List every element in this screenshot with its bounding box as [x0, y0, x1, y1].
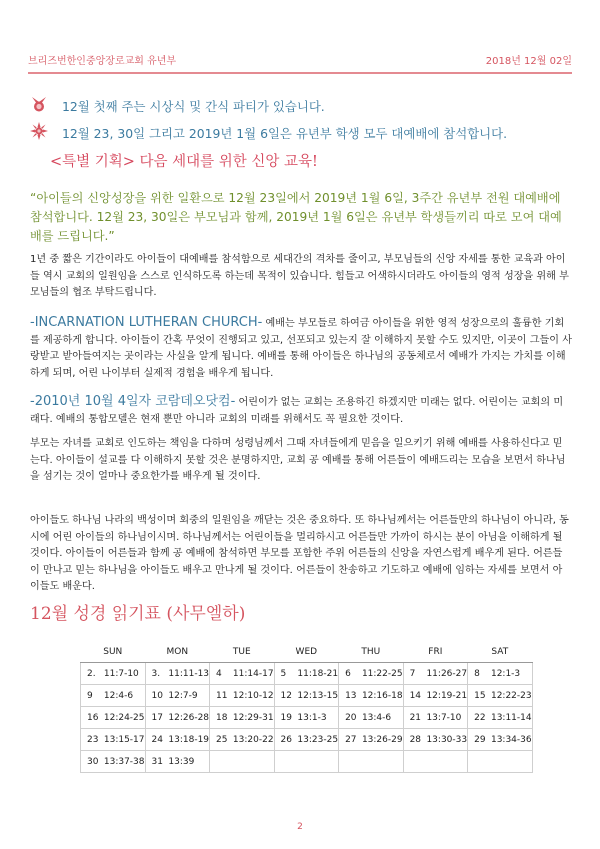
page-header: [28, 46, 572, 74]
day-number: 13: [345, 690, 357, 701]
bulletin-date: 2018년 12월 02일: [485, 56, 572, 67]
paragraph-coramdeo-body: 어린이가 없는 교회는 조용하긴 하겠지만 미래는 없다. 어린이는 교회의 미래다. 예배의 통합모델은 현재 뿐만 아니라 교회의 미래를 위해서도 꼭 필요한 것이다.: [30, 397, 564, 425]
day-header: THU: [339, 642, 404, 663]
calendar-day-cell: [210, 663, 275, 685]
reading-passage: 11:18-21: [297, 668, 339, 679]
paragraph-coramdeo: [30, 394, 572, 428]
paragraph-children: 아이들도 하나님 나라의 백성이며 회중의 일원임을 깨닫는 것은 중요하다. 또 하나님께서는 어른들만의 하나님이 아니라, 동시에 어린 아이들의 하나님이시며. 하나님께서는 어린이들을 멀리하시고 어른들만 가까이 하시는 분이 아님을 이해하게 될 것이다. 아이들이 어른들과 함께 공 예배에 참석하면 부모를 포함한 주위 어른들의 신앙을 자연스럽게 배우게 된다. 어른들이 만나고 믿는 하나님을 아이들도 배우고 만나게 될 것이다. 어른들이 찬송하고 기도하고 예배에 임하는 자세를 보면서 아이들도 배운다.: [30, 515, 569, 592]
source-lead-incarnation: -INCARNATION LUTHERAN CHURCH-: [30, 315, 263, 330]
paragraph-incarnation: [30, 315, 572, 382]
day-number: 18: [216, 712, 228, 723]
day-number: 22: [474, 712, 486, 723]
day-number: 2.: [87, 668, 96, 679]
reading-passage: 11:11-13: [168, 668, 210, 679]
calendar-day-cell: [403, 663, 468, 685]
day-number: 4: [216, 668, 222, 679]
calendar-day-cell: [274, 729, 339, 751]
calendar-day-cell: [339, 663, 404, 685]
day-number: 9: [87, 690, 93, 701]
calendar-day-cell: [145, 751, 210, 773]
calendar-day-cell: [145, 729, 210, 751]
page-number: 2: [297, 822, 303, 832]
reading-passage: 11:26-27: [426, 668, 468, 679]
calendar-day-cell: [81, 751, 146, 773]
day-header: FRI: [403, 642, 468, 663]
calendar-day-cell: [145, 663, 210, 685]
calendar-day-cell: [403, 751, 468, 773]
calendar-day-cell: [339, 751, 404, 773]
reading-passage: 13:37-38: [103, 756, 145, 767]
reading-passage: 12:26-28: [168, 712, 210, 723]
paragraph-incarnation-body: 예배는 부모들로 하여금 아이들을 위한 영적 성장으로의 훌륭한 기회를 제공하게 합니다. 아이들이 간혹 무엇이 진행되고 있고, 선포되고 있는지 잘 이해하지 못할 수도 있지만, 이곳이 그들이 사랑받고 받아들여지는 곳이라는 사실을 알게 됩니다. 예배를 통해 아이들은 하나님의 공동체로서 예배가 가지는 가치를 이해하게 되며, 어린 나이부터 실제적 경험을 배우게 됩니다.: [30, 318, 572, 379]
bible-reading-title: 12월 성경 읽기표 (사무엘하): [30, 604, 246, 624]
day-header: SUN: [81, 642, 146, 663]
day-number: 3.: [151, 668, 161, 679]
day-number: 15: [474, 690, 486, 701]
calendar-week-row: [81, 751, 533, 773]
day-header: SAT: [468, 642, 533, 663]
calendar-day-cell: [210, 707, 275, 729]
day-number: 17: [151, 712, 163, 723]
day-number: 20: [345, 712, 357, 723]
reading-passage: 12:7-9: [168, 690, 198, 701]
calendar-day-cell: [468, 663, 533, 685]
calendar-week-row: [81, 663, 533, 685]
reading-passage: 13:11-14: [490, 712, 532, 723]
calendar-day-cell: [81, 707, 146, 729]
reading-passage: 13:7-10: [426, 712, 462, 723]
reading-passage: 13:34-36: [490, 734, 532, 745]
day-number: 5: [280, 668, 287, 679]
day-number: 26: [280, 734, 292, 745]
calendar-day-cell: [274, 663, 339, 685]
calendar-header-row: [81, 642, 533, 663]
calendar-day-cell: [274, 685, 339, 707]
calendar-day-cell: [145, 685, 210, 707]
day-header: TUE: [210, 642, 275, 663]
day-number: 12: [280, 690, 292, 701]
reading-passage: 13:30-33: [426, 734, 468, 745]
paragraph-purpose: 1년 중 짧은 기간이라도 아이들이 대예배를 참석함으로 세대간의 격차를 줄이고, 부모님들의 신앙 자세를 통한 교육과 아이들 역시 교회의 일원임을 스스로 인식하도록 하는데 목적이 있습니다. 힘들고 어색하시더라도 아이들의 영적 성장을 위해 부모님들의 협조 부탁드립니다.: [30, 254, 569, 298]
reading-passage: 13:39: [168, 756, 195, 767]
day-number: 7: [409, 668, 416, 679]
reading-passage: 12:22-23: [490, 690, 532, 701]
notice-worship-text: 12월 23, 30일 그리고 2019년 1월 6일은 유년부 학생 모두 대예배에 참석합니다.: [62, 126, 508, 141]
reading-passage: 12:19-21: [426, 690, 468, 701]
day-number: 23: [87, 734, 99, 745]
calendar-day-cell: [403, 685, 468, 707]
calendar-day-cell: [468, 685, 533, 707]
calendar-day-cell: [145, 707, 210, 729]
day-number: 21: [409, 712, 422, 723]
day-number: 24: [151, 734, 163, 745]
reading-passage: 13:26-29: [361, 734, 403, 745]
day-number: 11: [216, 690, 228, 701]
day-number: 30: [87, 756, 99, 767]
calendar-day-cell: [274, 751, 339, 773]
reading-passage: 11:22-25: [361, 668, 403, 679]
church-department-title: 브리즈번한인중앙장로교회 유년부: [28, 56, 177, 67]
day-number: 29: [474, 734, 486, 745]
calendar-day-cell: [339, 685, 404, 707]
calendar-day-cell: [468, 729, 533, 751]
source-lead-coramdeo: -2010년 10월 4일자 코람데오닷컴-: [30, 394, 236, 409]
special-feature-title: <특별 기획> 다음 세대를 위한 신앙 교육!: [50, 154, 318, 170]
sun-burst-icon: [30, 122, 48, 140]
day-number: 27: [345, 734, 357, 745]
calendar-day-cell: [468, 707, 533, 729]
calendar-day-cell: [339, 729, 404, 751]
calendar-week-row: [81, 707, 533, 729]
day-header: WED: [274, 642, 339, 663]
day-number: 16: [87, 712, 99, 723]
calendar-day-cell: [468, 751, 533, 773]
reading-passage: 12:16-18: [361, 690, 403, 701]
ribbon-medal-icon: [30, 95, 48, 113]
bible-reading-calendar: [80, 642, 533, 773]
reading-passage: 13:18-19: [168, 734, 210, 745]
day-number: 28: [409, 734, 422, 745]
reading-passage: 13:20-22: [232, 734, 274, 745]
reading-passage: 11:14-17: [232, 668, 274, 679]
day-header: MON: [145, 642, 210, 663]
reading-passage: 12:24-25: [103, 712, 145, 723]
calendar-day-cell: [210, 685, 275, 707]
day-number: 31: [151, 756, 163, 767]
reading-passage: 12:1-3: [490, 668, 521, 679]
day-number: 19: [280, 712, 292, 723]
feature-quote: “아이들의 신앙성장을 위한 일환으로 12월 23일에서 2019년 1월 6일, 3주간 유년부 전원 대예배에 참석합니다. 12월 23, 30일은 부모님과 함께, 2019년 1월 6일은 유년부 학생들끼리 따로 모여 대예배를 드립니다.”: [30, 191, 562, 243]
notice-award-text: 12월 첫째 주는 시상식 및 간식 파티가 있습니다.: [62, 99, 325, 114]
day-number: 25: [216, 734, 228, 745]
calendar-day-cell: [81, 685, 146, 707]
calendar-day-cell: [403, 707, 468, 729]
header-divider: [28, 72, 572, 74]
calendar-day-cell: [274, 707, 339, 729]
day-number: 10: [151, 690, 163, 701]
reading-passage: 12:13-15: [297, 690, 339, 701]
reading-passage: 13:4-6: [361, 712, 392, 723]
calendar-day-cell: [210, 729, 275, 751]
calendar-day-cell: [81, 663, 146, 685]
reading-passage: 13:23-25: [297, 734, 339, 745]
day-number: 8: [474, 668, 480, 679]
calendar-day-cell: [81, 729, 146, 751]
reading-passage: 11:7-10: [103, 668, 139, 679]
reading-passage: 13:15-17: [103, 734, 145, 745]
calendar-day-cell: [339, 707, 404, 729]
reading-passage: 12:29-31: [232, 712, 274, 723]
reading-passage: 13:1-3: [297, 712, 327, 723]
day-number: 6: [345, 668, 351, 679]
paragraph-parents: 부모는 자녀를 교회로 인도하는 책임을 다하며 성령님께서 그때 자녀들에게 믿음을 일으키기 위해 예배를 사용하신다고 믿는다. 아이들이 설교를 다 이해하지 못할 것은 분명하지만, 교회 공 예배를 통해 어른들이 예배드리는 모습을 보면서 하나님을 섬기는 것이 얼마나 중요한가를 배우게 될 것이다.: [30, 438, 566, 482]
reading-passage: 12:10-12: [232, 690, 274, 701]
calendar-week-row: [81, 685, 533, 707]
calendar-week-row: [81, 729, 533, 751]
calendar-day-cell: [210, 751, 275, 773]
day-number: 14: [409, 690, 422, 701]
reading-passage: 12:4-6: [103, 690, 134, 701]
calendar-day-cell: [403, 729, 468, 751]
